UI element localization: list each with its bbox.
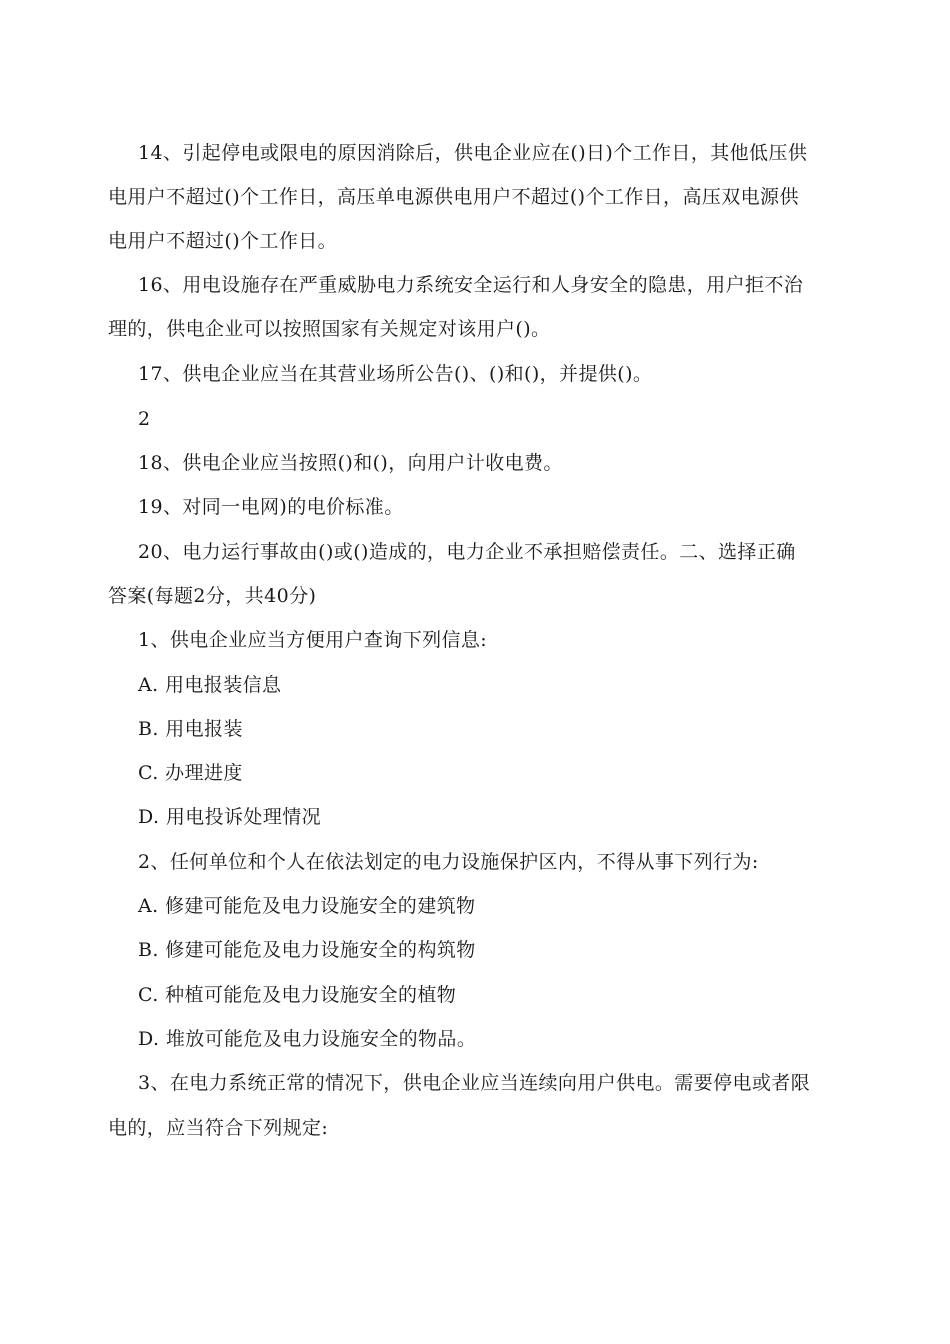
choice-question-3-line-2: 电的，应当符合下列规定: xyxy=(108,1117,329,1139)
choice-2-option-d: D. 堆放可能危及电力设施安全的物品。 xyxy=(138,1028,477,1050)
choice-question-3-line-1: 3、在电力系统正常的情况下，供电企业应当连续向用户供电。需要停电或者限 xyxy=(138,1072,811,1094)
page-number: 2 xyxy=(138,408,151,430)
question-16-line-2: 理的，供电企业可以按照国家有关规定对该用户()。 xyxy=(108,318,551,340)
choice-question-2: 2、任何单位和个人在依法划定的电力设施保护区内，不得从事下列行为: xyxy=(138,851,759,873)
choice-2-option-b: B. 修建可能危及电力设施安全的构筑物 xyxy=(138,939,476,961)
choice-2-option-c: C. 种植可能危及电力设施安全的植物 xyxy=(138,984,457,1006)
question-19: 19、对同一电网)的电价标准。 xyxy=(138,496,404,518)
section-heading: 答案(每题2分，共40分) xyxy=(108,585,317,607)
choice-1-option-d: D. 用电投诉处理情况 xyxy=(138,806,322,828)
question-14-line-1: 14、引起停电或限电的原因消除后，供电企业应在()日)个工作日，其他低压供 xyxy=(138,142,808,164)
question-17: 17、供电企业应当在其营业场所公告()、()和()，并提供()。 xyxy=(138,363,653,385)
choice-1-option-b: B. 用电报装 xyxy=(138,718,243,740)
question-20-line-1: 20、电力运行事故由()或()造成的，电力企业不承担赔偿责任。二、选择正确 xyxy=(138,541,796,563)
question-16-line-1: 16、用电设施存在严重威胁电力系统安全运行和人身安全的隐患，用户拒不治 xyxy=(138,274,804,296)
question-18: 18、供电企业应当按照()和()，向用户计收电费。 xyxy=(138,452,563,474)
question-14-line-2: 电用户不超过()个工作日，高压单电源供电用户不超过()个工作日，高压双电源供 xyxy=(108,186,799,208)
choice-1-option-c: C. 办理进度 xyxy=(138,762,243,784)
question-14-line-3: 电用户不超过()个工作日。 xyxy=(108,230,338,252)
choice-question-1: 1、供电企业应当方便用户查询下列信息: xyxy=(138,629,488,651)
choice-1-option-a: A. 用电报装信息 xyxy=(138,674,282,696)
choice-2-option-a: A. 修建可能危及电力设施安全的建筑物 xyxy=(138,895,476,917)
